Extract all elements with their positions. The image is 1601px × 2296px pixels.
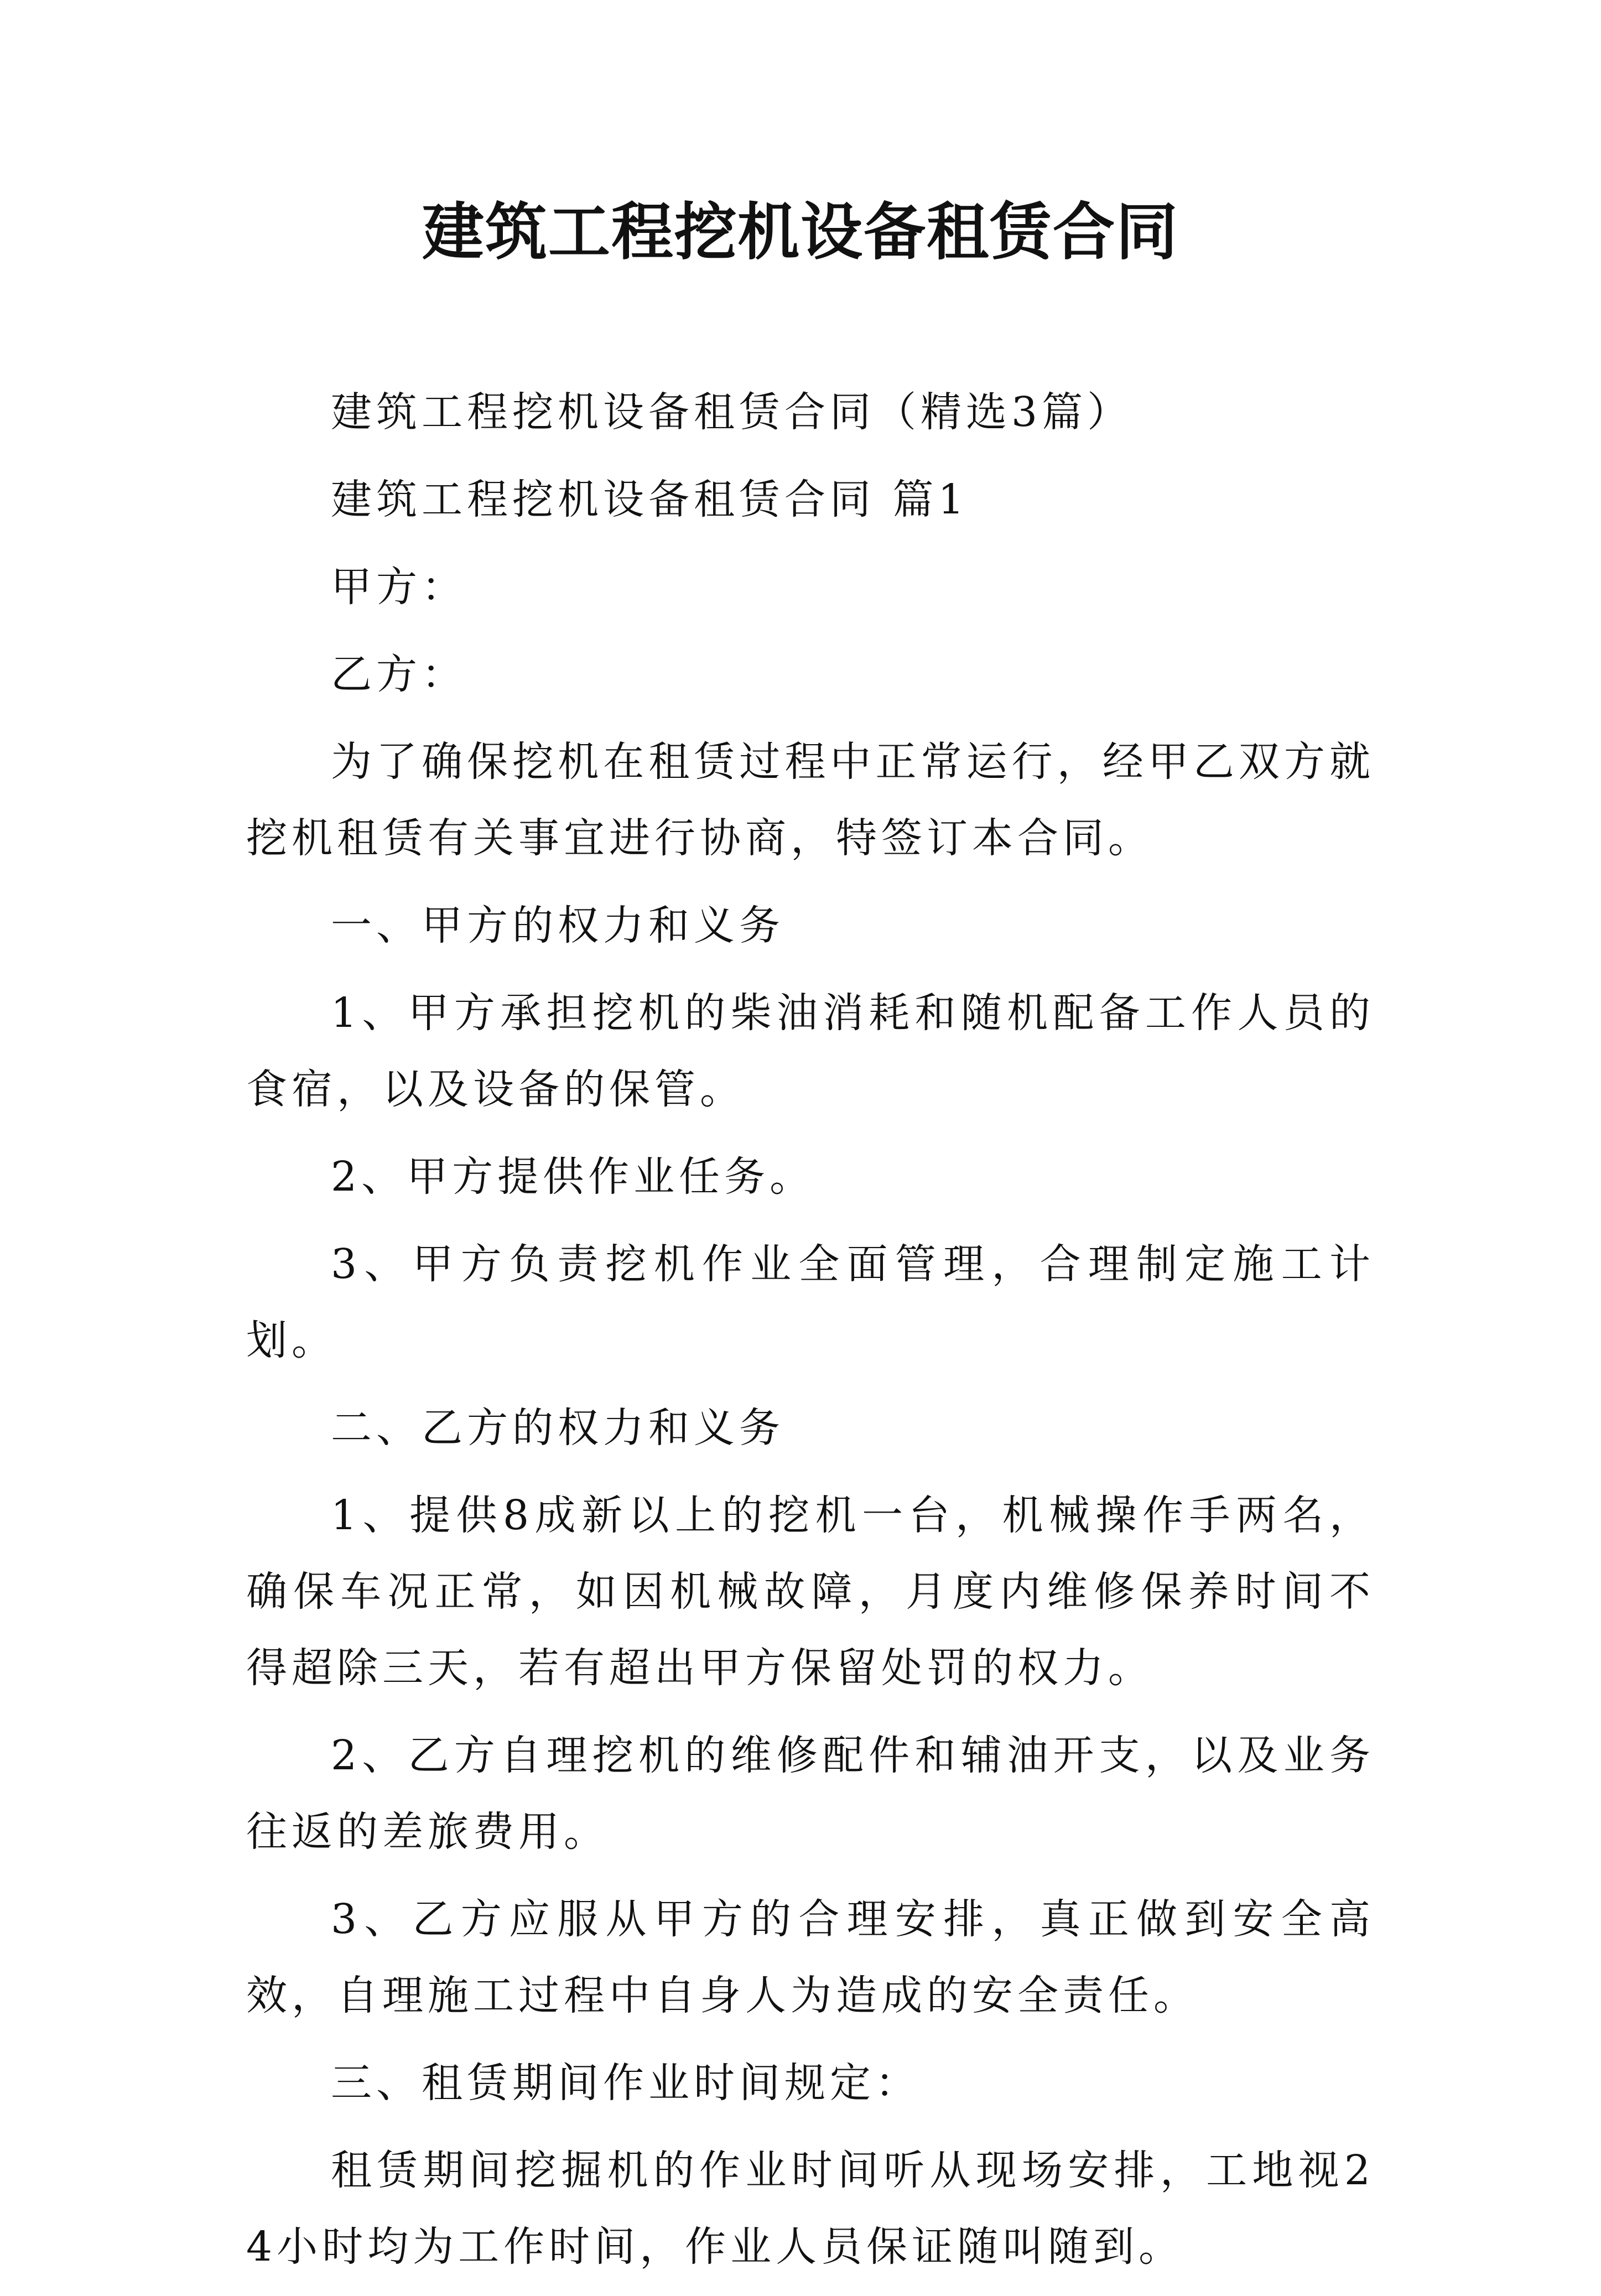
- clause-working-hours: 租赁期间挖掘机的作业时间听从现场安排，工地视24小时均为工作时间，作业人员保证随叫随到。: [246, 2147, 1375, 2271]
- paragraph-party-b: 乙方：: [331, 651, 467, 698]
- paragraph-intro: 为了确保挖机在租赁过程中正常运行，经甲乙双方就挖机租赁有关事宜进行协商，特签订本合同。: [246, 738, 1375, 862]
- paragraph-party-a: 甲方：: [331, 563, 467, 611]
- clause-b-2: 2、乙方自理挖机的维修配件和辅油开支，以及业务往返的差旅费用。: [246, 1732, 1375, 1856]
- clause-a-2: 2、甲方提供作业任务。: [331, 1153, 815, 1201]
- paragraph-part-heading: 建筑工程挖机设备租赁合同 篇1: [331, 476, 969, 523]
- section-heading-party-a-rights: 一、甲方的权力和义务: [331, 902, 784, 949]
- document-body: [246, 374, 1375, 2296]
- clause-a-3: 3、甲方负责挖机作业全面管理，合理制定施工计划。: [246, 1240, 1375, 1364]
- section-heading-working-hours: 三、租赁期间作业时间规定：: [331, 2059, 921, 2107]
- section-heading-party-b-rights: 二、乙方的权力和义务: [331, 1404, 784, 1452]
- clause-b-3: 3、乙方应服从甲方的合理安排，真正做到安全高效，自理施工过程中自身人为造成的安全责任。: [246, 1895, 1375, 2019]
- paragraph-subtitle: 建筑工程挖机设备租赁合同（精选3篇）: [331, 388, 1133, 436]
- document-title: 建筑工程挖机设备租赁合同: [422, 196, 1179, 268]
- clause-b-1: 1、提供8成新以上的挖机一台，机械操作手两名，确保车况正常，如因机械故障，月度内维修保养时间不得超除三天，若有超出甲方保留处罚的权力。: [246, 1492, 1375, 1692]
- clause-a-1: 1、甲方承担挖机的柴油消耗和随机配备工作人员的食宿，以及设备的保管。: [246, 989, 1375, 1113]
